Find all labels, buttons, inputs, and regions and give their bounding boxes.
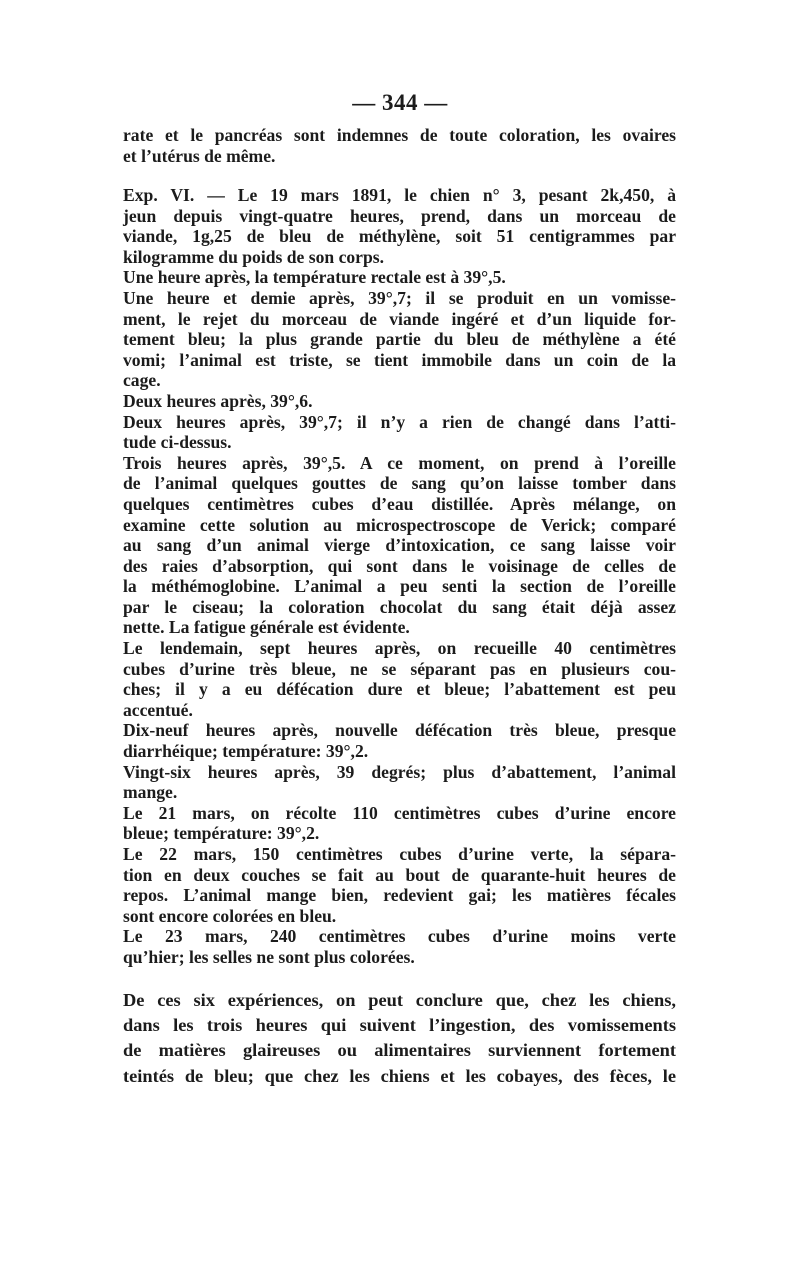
- text-line: rate et le pancréas sont indemnes de toute coloration, les ovaires: [123, 125, 676, 145]
- text-line: jeun depuis vingt-quatre heures, prend, dans un morceau de: [123, 205, 676, 226]
- text-line: Une heure après, la température rectale est à 39°,5.: [123, 267, 506, 288]
- text-line: dans les trois heures qui suivent l’ingestion, des vomissements: [123, 1015, 676, 1036]
- text-line: Exp. VI. — Le 19 mars 1891, le chien n° 3, pesant 2k,450, à: [123, 185, 676, 205]
- text-line: Le 23 mars, 240 centimètres cubes d’urine moins verte: [123, 926, 676, 947]
- text-line: ches; il y a eu défécation dure et bleue; l’abattement est peu: [123, 679, 676, 700]
- text-line: tion en deux couches se fait au bout de quarante-huit heures de: [123, 864, 676, 885]
- text-line: cage.: [123, 370, 161, 391]
- text-line: nette. La fatigue générale est évidente.: [123, 617, 410, 638]
- text-line: au sang d’un animal vierge d’intoxication, ce sang laisse voir: [123, 535, 676, 556]
- text-line: mange.: [123, 782, 178, 803]
- text-line: de matières glaireuses ou alimentaires surviennent fortement: [123, 1040, 676, 1061]
- text-line: la méthémoglobine. L’animal a peu senti la section de l’oreille: [123, 576, 676, 597]
- text-line: accentué.: [123, 699, 193, 720]
- text-line: cubes d’urine très bleue, ne se séparant pas en plusieurs cou-: [123, 658, 676, 679]
- text-line: tude ci-dessus.: [123, 432, 232, 453]
- text-line: ment, le rejet du morceau de viande ingéré et d’un liquide for-: [123, 308, 676, 329]
- conclusion-paragraph: [123, 988, 676, 1089]
- text-line: par le ciseau; la coloration chocolat du sang était déjà assez: [123, 596, 676, 617]
- text-line: de l’animal quelques gouttes de sang qu’on laisse tomber dans: [123, 473, 676, 494]
- text-line: bleue; température: 39°,2.: [123, 823, 320, 844]
- text-line: tement bleu; la plus grande partie du bleu de méthylène a été: [123, 329, 676, 350]
- text-line: Vingt-six heures après, 39 degrés; plus d’abattement, l’animal: [123, 761, 676, 782]
- text-line: Le 21 mars, on récolte 110 centimètres cubes d’urine encore: [123, 802, 676, 823]
- text-line: vomi; l’animal est triste, se tient immobile dans un coin de la: [123, 349, 676, 370]
- text-line: Deux heures après, 39°,6.: [123, 390, 313, 411]
- text-line: viande, 1g,25 de bleu de méthylène, soit 51 centigrammes par: [123, 226, 676, 247]
- text-line: des raies d’absorption, qui sont dans le voisinage de celles de: [123, 555, 676, 576]
- text-line: quelques centimètres cubes d’eau distillée. Après mélange, on: [123, 493, 676, 514]
- text-line: et l’utérus de même.: [123, 145, 276, 166]
- text-line: Dix-neuf heures après, nouvelle défécation très bleue, presque: [123, 720, 676, 741]
- intro-paragraph: [123, 125, 676, 166]
- text-line: De ces six expériences, on peut conclure que, chez les chiens,: [123, 990, 676, 1010]
- text-line: examine cette solution au microspectroscope de Verick; comparé: [123, 514, 676, 535]
- text-line: teintés de bleu; que chez les chiens et les cobayes, des fèces, le: [123, 1065, 676, 1086]
- page-number: — 344 —: [352, 90, 448, 115]
- text-line: repos. L’animal mange bien, redevient gai; les matières fécales: [123, 885, 676, 906]
- text-line: diarrhéique; température: 39°,2.: [123, 741, 369, 762]
- text-line: kilogramme du poids de son corps.: [123, 246, 385, 267]
- text-line: Le 22 mars, 150 centimètres cubes d’urine verte, la sépara-: [123, 844, 676, 864]
- text-line: sont encore colorées en bleu.: [123, 905, 337, 926]
- text-line: Deux heures après, 39°,7; il n’y a rien de changé dans l’atti-: [123, 411, 676, 432]
- experiment-vi-paragraph: [123, 185, 676, 968]
- text-line: Trois heures après, 39°,5. A ce moment, on prend à l’oreille: [123, 452, 676, 473]
- text-line: qu’hier; les selles ne sont plus colorées.: [123, 946, 415, 967]
- text-line: Une heure et demie après, 39°,7; il se produit en un vomisse-: [123, 287, 676, 308]
- text-line: Le lendemain, sept heures après, on recueille 40 centimètres: [123, 638, 676, 659]
